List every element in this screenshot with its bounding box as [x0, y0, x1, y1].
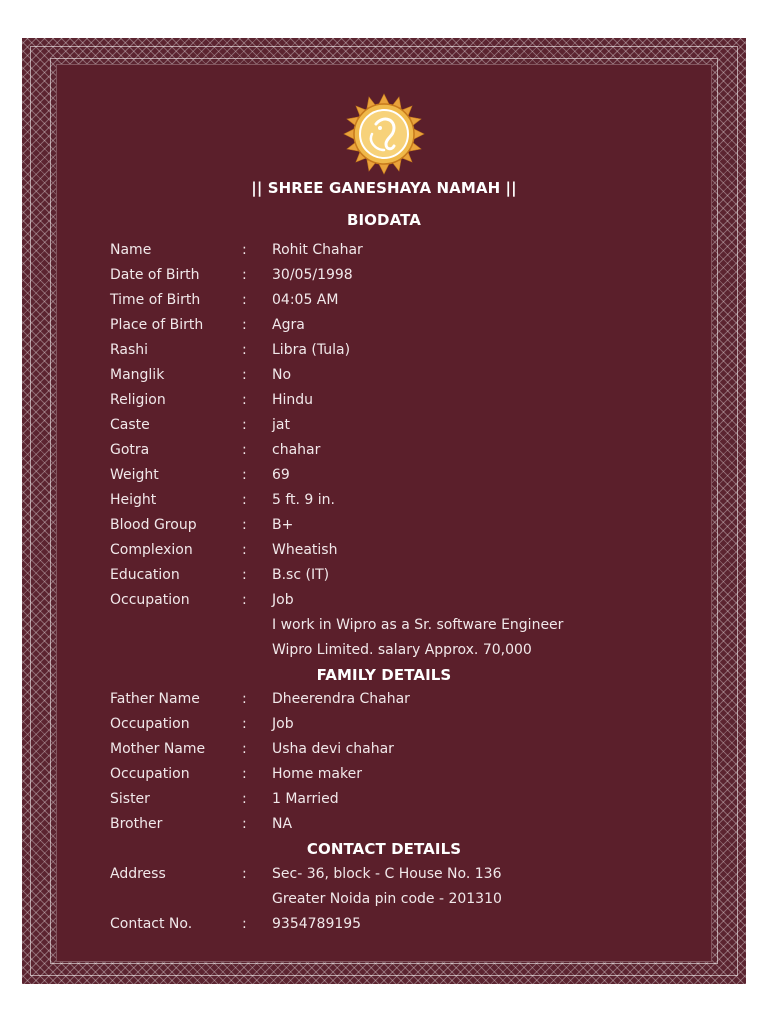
row-value: chahar	[272, 442, 321, 458]
row-label: Brother	[110, 816, 163, 832]
detail-row	[0, 314, 768, 336]
row-separator: :	[242, 242, 247, 258]
row-value: Usha devi chahar	[272, 741, 394, 757]
invocation-heading: || SHREE GANESHAYA NAMAH ||	[251, 179, 517, 197]
row-value: No	[272, 367, 292, 383]
row-separator: :	[242, 542, 247, 558]
row-separator: :	[242, 791, 247, 807]
detail-row	[0, 489, 768, 511]
row-separator: :	[242, 567, 247, 583]
detail-row	[0, 439, 768, 461]
row-label: Occupation	[110, 716, 190, 732]
row-separator: :	[242, 467, 247, 483]
row-separator: :	[242, 342, 247, 358]
family-row	[0, 738, 768, 760]
family-row	[0, 763, 768, 785]
row-separator: :	[242, 267, 247, 283]
row-value: Wheatish	[272, 542, 338, 558]
phone-number: 9354789195	[272, 916, 362, 932]
row-label: Blood Group	[110, 517, 197, 533]
row-separator: :	[242, 766, 247, 782]
detail-row	[0, 589, 768, 611]
row-value: Job	[272, 716, 294, 732]
row-separator: :	[242, 816, 247, 832]
row-label: Date of Birth	[110, 267, 200, 283]
row-separator: :	[242, 292, 247, 308]
family-row	[0, 713, 768, 735]
row-value: 30/05/1998	[272, 267, 353, 283]
row-separator: :	[242, 442, 247, 458]
contact-row	[0, 863, 768, 885]
row-separator: :	[242, 517, 247, 533]
row-label: Caste	[110, 417, 150, 433]
row-value: Wipro Limited. salary Approx. 70,000	[272, 642, 532, 658]
row-value: Dheerendra Chahar	[272, 691, 410, 707]
detail-row	[0, 264, 768, 286]
row-label: Name	[110, 242, 152, 258]
occupation-detail-line	[0, 639, 768, 661]
address-line: Greater Noida pin code - 201310	[272, 891, 502, 907]
row-value: B.sc (IT)	[272, 567, 330, 583]
row-value: Agra	[272, 317, 305, 333]
row-separator: :	[242, 741, 247, 757]
row-label: Occupation	[110, 766, 190, 782]
family-row	[0, 788, 768, 810]
row-label: Mother Name	[110, 741, 206, 757]
row-label: Place of Birth	[110, 317, 204, 333]
row-separator: :	[242, 392, 247, 408]
family-row	[0, 688, 768, 710]
row-separator: :	[242, 866, 247, 882]
contact-details-heading: CONTACT DETAILS	[306, 840, 462, 858]
detail-row	[0, 564, 768, 586]
row-label: Sister	[110, 791, 150, 807]
row-label: Time of Birth	[110, 292, 201, 308]
row-label: Height	[110, 492, 157, 508]
row-value: Home maker	[272, 766, 362, 782]
detail-row	[0, 239, 768, 261]
ganesha-emblem-icon	[343, 93, 425, 175]
row-separator: :	[242, 367, 247, 383]
row-value: 5 ft. 9 in.	[272, 492, 335, 508]
row-separator: :	[242, 916, 247, 932]
detail-row	[0, 339, 768, 361]
row-value: Hindu	[272, 392, 314, 408]
page-title: BIODATA	[346, 211, 422, 229]
detail-row	[0, 364, 768, 386]
family-row	[0, 813, 768, 835]
row-value: B+	[272, 517, 294, 533]
row-label: Rashi	[110, 342, 149, 358]
row-value: jat	[272, 417, 290, 433]
row-separator: :	[242, 492, 247, 508]
row-label: Manglik	[110, 367, 165, 383]
row-label: Occupation	[110, 592, 190, 608]
family-details-heading: FAMILY DETAILS	[316, 666, 452, 684]
row-value: Libra (Tula)	[272, 342, 351, 358]
row-label: Gotra	[110, 442, 150, 458]
row-value: Job	[272, 592, 294, 608]
detail-row	[0, 389, 768, 411]
row-separator: :	[242, 417, 247, 433]
row-value: 1 Married	[272, 791, 339, 807]
row-label: Address	[110, 866, 166, 882]
row-value: NA	[272, 816, 293, 832]
row-label: Religion	[110, 392, 166, 408]
contact-row	[0, 913, 768, 935]
row-value: Rohit Chahar	[272, 242, 363, 258]
row-separator: :	[242, 317, 247, 333]
detail-row	[0, 414, 768, 436]
row-value: 04:05 AM	[272, 292, 339, 308]
row-label: Weight	[110, 467, 159, 483]
detail-row	[0, 464, 768, 486]
contact-row	[0, 888, 768, 910]
row-label: Education	[110, 567, 180, 583]
row-separator: :	[242, 592, 247, 608]
row-value: 69	[272, 467, 290, 483]
row-label: Complexion	[110, 542, 193, 558]
detail-row	[0, 289, 768, 311]
address-line: Sec- 36, block - C House No. 136	[272, 866, 502, 882]
row-separator: :	[242, 691, 247, 707]
row-separator: :	[242, 716, 247, 732]
occupation-detail-line	[0, 614, 768, 636]
row-label: Father Name	[110, 691, 200, 707]
detail-row	[0, 539, 768, 561]
row-value: I work in Wipro as a Sr. software Engineer	[272, 617, 564, 633]
detail-row	[0, 514, 768, 536]
row-label: Contact No.	[110, 916, 193, 932]
